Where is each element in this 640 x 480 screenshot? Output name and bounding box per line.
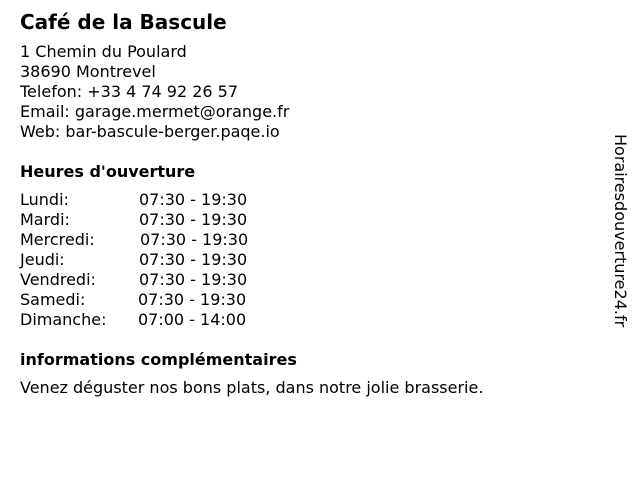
hours-day: Lundi: <box>20 190 69 209</box>
info-text: Venez déguster nos bons plats, dans notre jolie brasserie. <box>20 378 484 397</box>
phone-line: Telefon: +33 4 74 92 26 57 <box>20 82 239 101</box>
hours-row-mercredi <box>20 230 600 250</box>
hours-row-dimanche <box>20 310 600 330</box>
address-block <box>20 42 600 142</box>
address-street: 1 Chemin du Poulard <box>20 42 187 61</box>
site-watermark: Horairesdouverture24.fr <box>611 134 630 328</box>
hours-day: Samedi: <box>20 290 86 309</box>
business-card <box>20 10 600 398</box>
hours-row-vendredi <box>20 270 600 290</box>
hours-table <box>20 190 600 330</box>
hours-time: 07:30 - 19:30 <box>138 290 247 309</box>
hours-day: Mercredi: <box>20 230 95 249</box>
business-name: Café de la Bascule <box>20 10 227 34</box>
hours-day: Vendredi: <box>20 270 96 289</box>
hours-row-mardi <box>20 210 600 230</box>
hours-time: 07:30 - 19:30 <box>139 250 248 269</box>
hours-day: Jeudi: <box>20 250 65 269</box>
hours-row-lundi <box>20 190 600 210</box>
hours-time: 07:30 - 19:30 <box>140 230 249 249</box>
web-line: Web: bar-bascule-berger.paqe.io <box>20 122 280 141</box>
hours-row-samedi <box>20 290 600 310</box>
info-heading: informations complémentaires <box>20 350 297 369</box>
address-city: 38690 Montrevel <box>20 62 156 81</box>
hours-time: 07:30 - 19:30 <box>139 270 248 289</box>
hours-heading: Heures d'ouverture <box>20 162 196 181</box>
hours-time: 07:00 - 14:00 <box>138 310 247 329</box>
hours-row-jeudi <box>20 250 600 270</box>
hours-time: 07:30 - 19:30 <box>139 210 248 229</box>
hours-day: Mardi: <box>20 210 70 229</box>
email-line: Email: garage.mermet@orange.fr <box>20 102 290 121</box>
hours-time: 07:30 - 19:30 <box>139 190 248 209</box>
hours-day: Dimanche: <box>20 310 107 329</box>
